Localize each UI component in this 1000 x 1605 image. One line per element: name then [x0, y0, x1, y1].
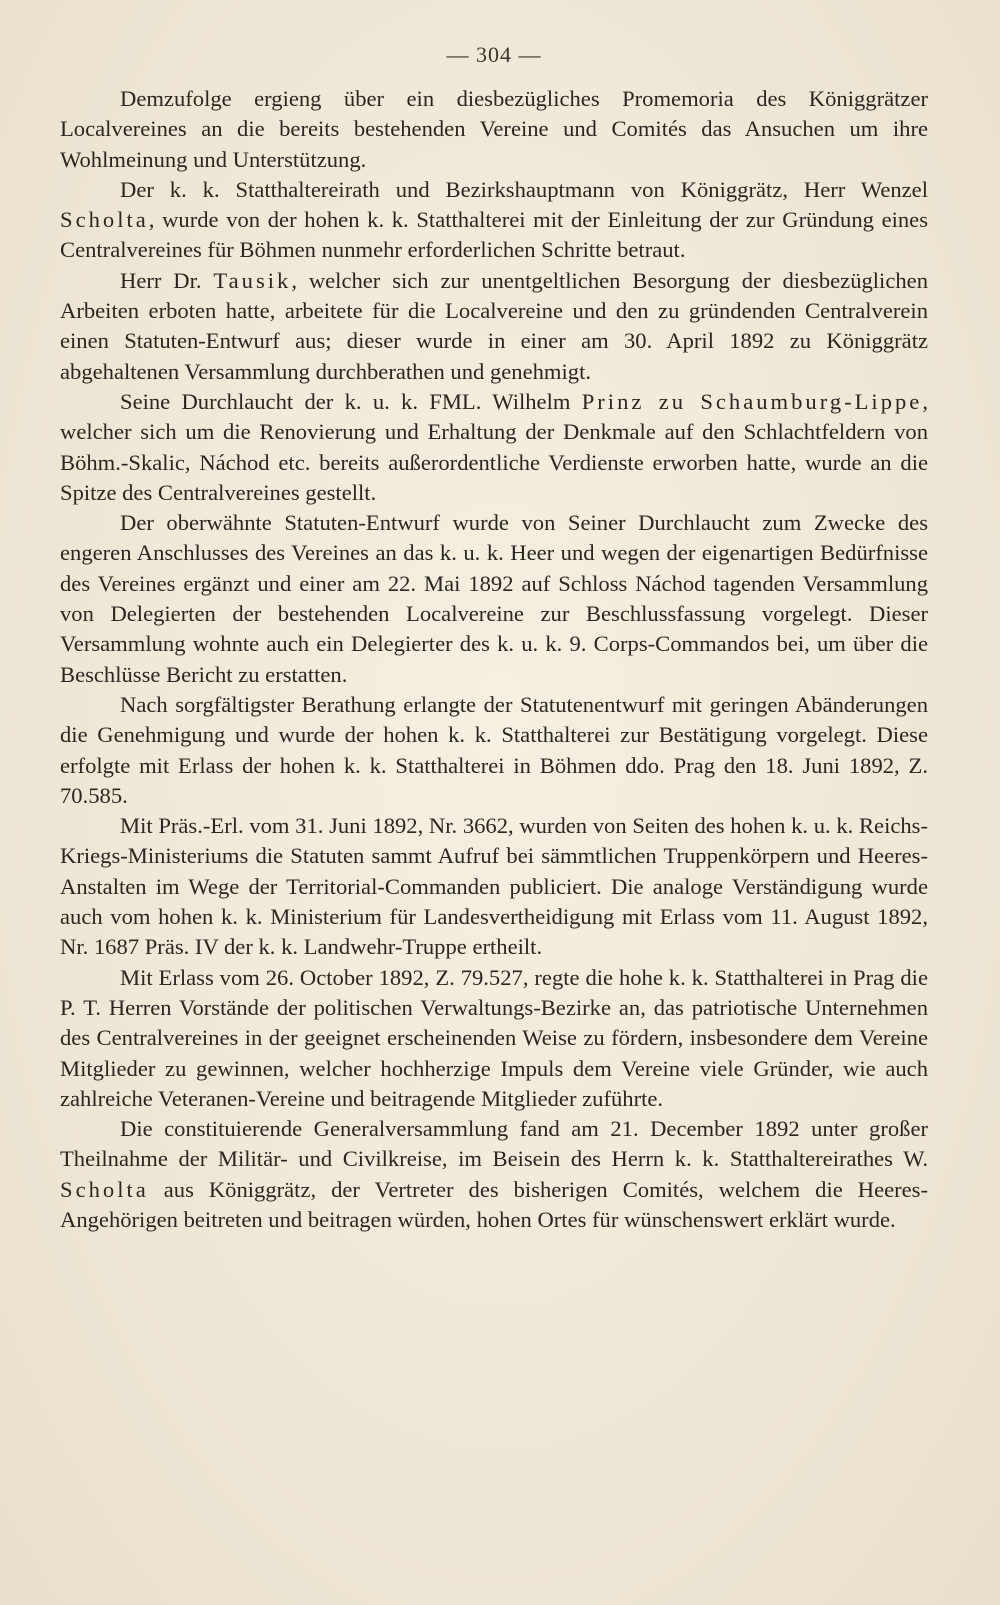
paragraph: Seine Durchlaucht der k. u. k. FML. Wilhelm Prinz zu Schaumburg-Lippe, welcher sich um die Renovierung und Erhaltung der Denkmale auf den Schlachtfeldern von Böhm.-Skalic, Náchod etc. bereits außerordentliche Verdienste erworben hatte, wurde an die Spitze des Centralvereines gestellt.	[60, 388, 928, 505]
paragraph: Der k. k. Statthaltereirath und Bezirkshauptmann von Königgrätz, Herr Wenzel Scholta, wurde von der hohen k. k. Statthalterei mit der Einleitung der zur Gründung eines Centralvereines für Böhmen nunmehr erforderlichen Schritte betraut.	[60, 176, 928, 263]
paragraph: Herr Dr. Tausik, welcher sich zur unentgeltlichen Besorgung der diesbezüglichen Arbeiten erboten hatte, arbeitete für die Localvereine und den zu gründenden Centralverein einen Statuten-Entwurf aus; dieser wurde in einer am 30. April 1892 zu Königgrätz abgehaltenen Versammlung durchberathen und genehmigt.	[60, 267, 928, 384]
text-body	[60, 84, 928, 1235]
page-number: — 304 —	[446, 42, 542, 67]
paragraph: Mit Erlass vom 26. October 1892, Z. 79.527, regte die hohe k. k. Statthalterei in Prag die P. T. Herren Vorstände der politischen Verwaltungs-Bezirke an, das patriotische Unternehmen des Centralvereines in der geeignet erscheinenden Weise zu fördern, insbesondere dem Vereine Mitglieder zu gewinnen, welcher hochherzige Impuls dem Vereine viele Gründer, wie auch zahlreiche Veteranen-Vereine und beitragende Mitglieder zuführte.	[60, 964, 928, 1111]
paragraph: Demzufolge ergieng über ein diesbezügliches Promemoria des Königgrätzer Localvereines an die bereits bestehenden Vereine und Comités das Ansuchen um ihre Wohlmeinung und Unterstützung.	[60, 86, 928, 172]
spaced-name: Tausik	[213, 267, 292, 293]
paragraph: Die constituierende Generalversammlung fand am 21. December 1892 unter großer Theilnahme der Militär- und Civilkreise, im Beisein des Herrn k. k. Statthaltereirathes W. Scholta aus Königgrätz, der Vertreter des bisherigen Comités, welchem die Heeres-Angehörigen beitreten und beitragen würden, hohen Ortes für wünschenswert erklärt wurde.	[60, 1116, 928, 1232]
paragraph: Der oberwähnte Statuten-Entwurf wurde von Seiner Durchlaucht zum Zwecke des engeren Anschlusses des Vereines an das k. u. k. Heer und wegen der eigenartigen Bedürfnisse des Vereines ergänzt und einer am 22. Mai 1892 auf Schloss Náchod tagenden Versammlung von Delegierten der bestehenden Localvereine zur Beschlussfassung vorgelegt. Dieser Versammlung wohnte auch ein Delegierter des k. u. k. 9. Corps-Commandos bei, um über die Beschlüsse Bericht zu erstatten.	[60, 510, 928, 687]
paragraph: Mit Präs.-Erl. vom 31. Juni 1892, Nr. 3662, wurden von Seiten des hohen k. u. k. Reichs-Kriegs-Ministeriums die Statuten sammt Aufruf bei sämmtlichen Truppenkörpern und Heeres-Anstalten im Wege der Territorial-Commanden publiciert. Die analoge Verständigung wurde auch vom hohen k. k. Ministerium für Landesvertheidigung mit Erlass vom 11. August 1892, Nr. 1687 Präs. IV der k. k. Landwehr-Truppe ertheilt.	[60, 813, 928, 960]
spaced-name: Scholta	[60, 207, 149, 233]
paragraph: Nach sorgfältigster Berathung erlangte der Statutenentwurf mit geringen Abänderungen die Genehmigung und wurde der hohen k. k. Statthalterei zur Bestätigung vorgelegt. Diese erfolgte mit Erlass der hohen k. k. Statthalterei in Böhmen ddo. Prag den 18. Juni 1892, Z. 70.585.	[60, 691, 928, 808]
spaced-name: Prinz zu Schaumburg-Lippe	[581, 388, 923, 414]
spaced-name: Scholta	[60, 1176, 149, 1202]
